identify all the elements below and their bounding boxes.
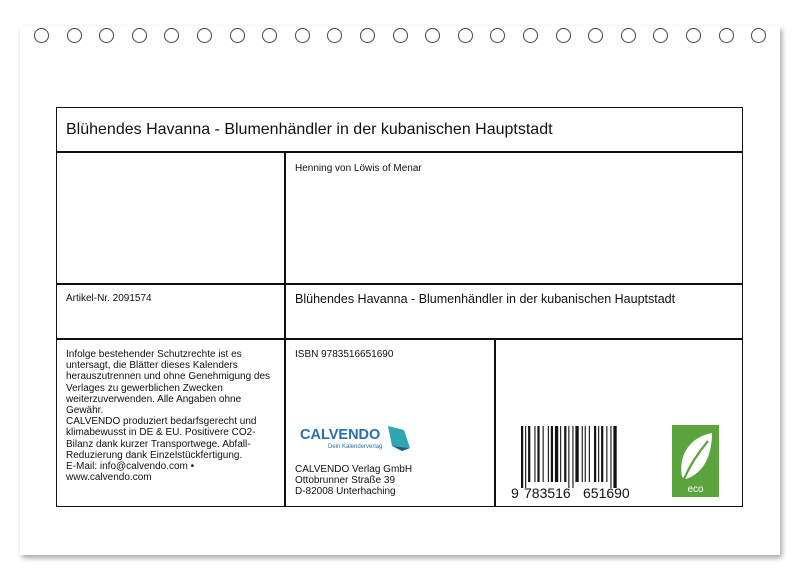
barcode-bar [555,426,558,482]
barcode-bar [610,426,611,488]
barcode-bar [594,426,596,482]
divider [284,151,286,507]
binding-hole [556,28,571,43]
article-number: Artikel-Nr. 2091574 [66,293,152,304]
barcode-bar [564,426,566,482]
divider [56,151,743,153]
binding-hole [67,28,82,43]
binding-hole [262,28,277,43]
isbn-barcode [511,424,646,500]
barcode-bar [575,426,578,482]
barcode-bar [582,426,583,482]
barcode-bar [528,426,530,482]
binding-hole [523,28,538,43]
barcode-digit-prefix: 9 [511,485,519,500]
calendar-title: Blühendes Havanna - Blumenhändler in der kubanischen Hauptstadt [66,121,553,138]
barcode-bar [537,426,539,482]
eco-label: eco [687,484,704,495]
binding-hole [588,28,603,43]
binding-hole [132,28,147,43]
barcode-bar [560,426,561,482]
binding-hole [164,28,179,43]
calvendo-logo [300,424,410,452]
leaf-icon [672,425,719,497]
binding-hole [295,28,310,43]
binding-hole [393,28,408,43]
binding-hole [99,28,114,43]
legal-notice: Infolge bestehender Schutzrechte ist es untersagt, die Blätter dieses Kalenders herauszutrennen und ohne Genehmigung des Verlages zu gewerblichen Zwecken weiterzuverwenden. Alle Angaben ohne Gewähr. CALVENDO produziert bedarfsgerecht und klimabewusst in DE & EU. Positivere CO2- Bilanz dank kurzer Transportwege. Abfall- Reduzierung dank Einzelstückfertigung. E-Mail: info@calvendo.com • www.calvendo.com [66,349,271,484]
barcode-bar [543,426,544,482]
logo-flag-icon [388,426,410,448]
barcode-bar [525,426,526,488]
binding-hole [686,28,701,43]
binding-hole [230,28,245,43]
binding-hole [34,28,49,43]
logo-tagline: Dein Kalenderverlag [328,444,383,450]
author-name: Henning von Löwis of Menar [295,163,422,174]
binding-hole [197,28,212,43]
divider [494,338,496,507]
isbn-number: ISBN 9783516651690 [295,349,394,360]
barcode-bar [606,426,607,482]
barcode-bar [613,426,616,488]
binding-hole [425,28,440,43]
divider [56,338,743,340]
binding-hole [653,28,668,43]
binding-hole [327,28,342,43]
binding-hole [751,28,766,43]
barcode-bar [534,426,535,482]
barcode-bar [551,426,553,482]
barcode-digits-group1: 783516 [524,485,571,500]
binding-hole [621,28,636,43]
barcode-bar [572,426,573,488]
barcode-bar [548,426,549,482]
publisher-address: CALVENDO Verlag GmbH Ottobrunner Straße 39 D-82008 Unterhaching [295,464,413,498]
eco-badge [672,425,719,497]
barcode-digits-group2: 651690 [583,485,630,500]
logo-wordmark: CALVENDO [300,427,381,443]
barcode-bar [598,426,599,482]
barcode-bar [521,426,523,488]
binding-hole [719,28,734,43]
binding-hole [360,28,375,43]
barcode-bar [568,426,569,488]
binding-hole [458,28,473,43]
binding-holes [0,28,800,48]
divider [56,283,743,285]
calendar-title-repeat: Blühendes Havanna - Blumenhändler in der kubanischen Hauptstadt [295,292,676,306]
barcode-bar [601,426,603,482]
barcode-bar [589,426,590,482]
barcode-bar [585,426,586,482]
binding-hole [490,28,505,43]
